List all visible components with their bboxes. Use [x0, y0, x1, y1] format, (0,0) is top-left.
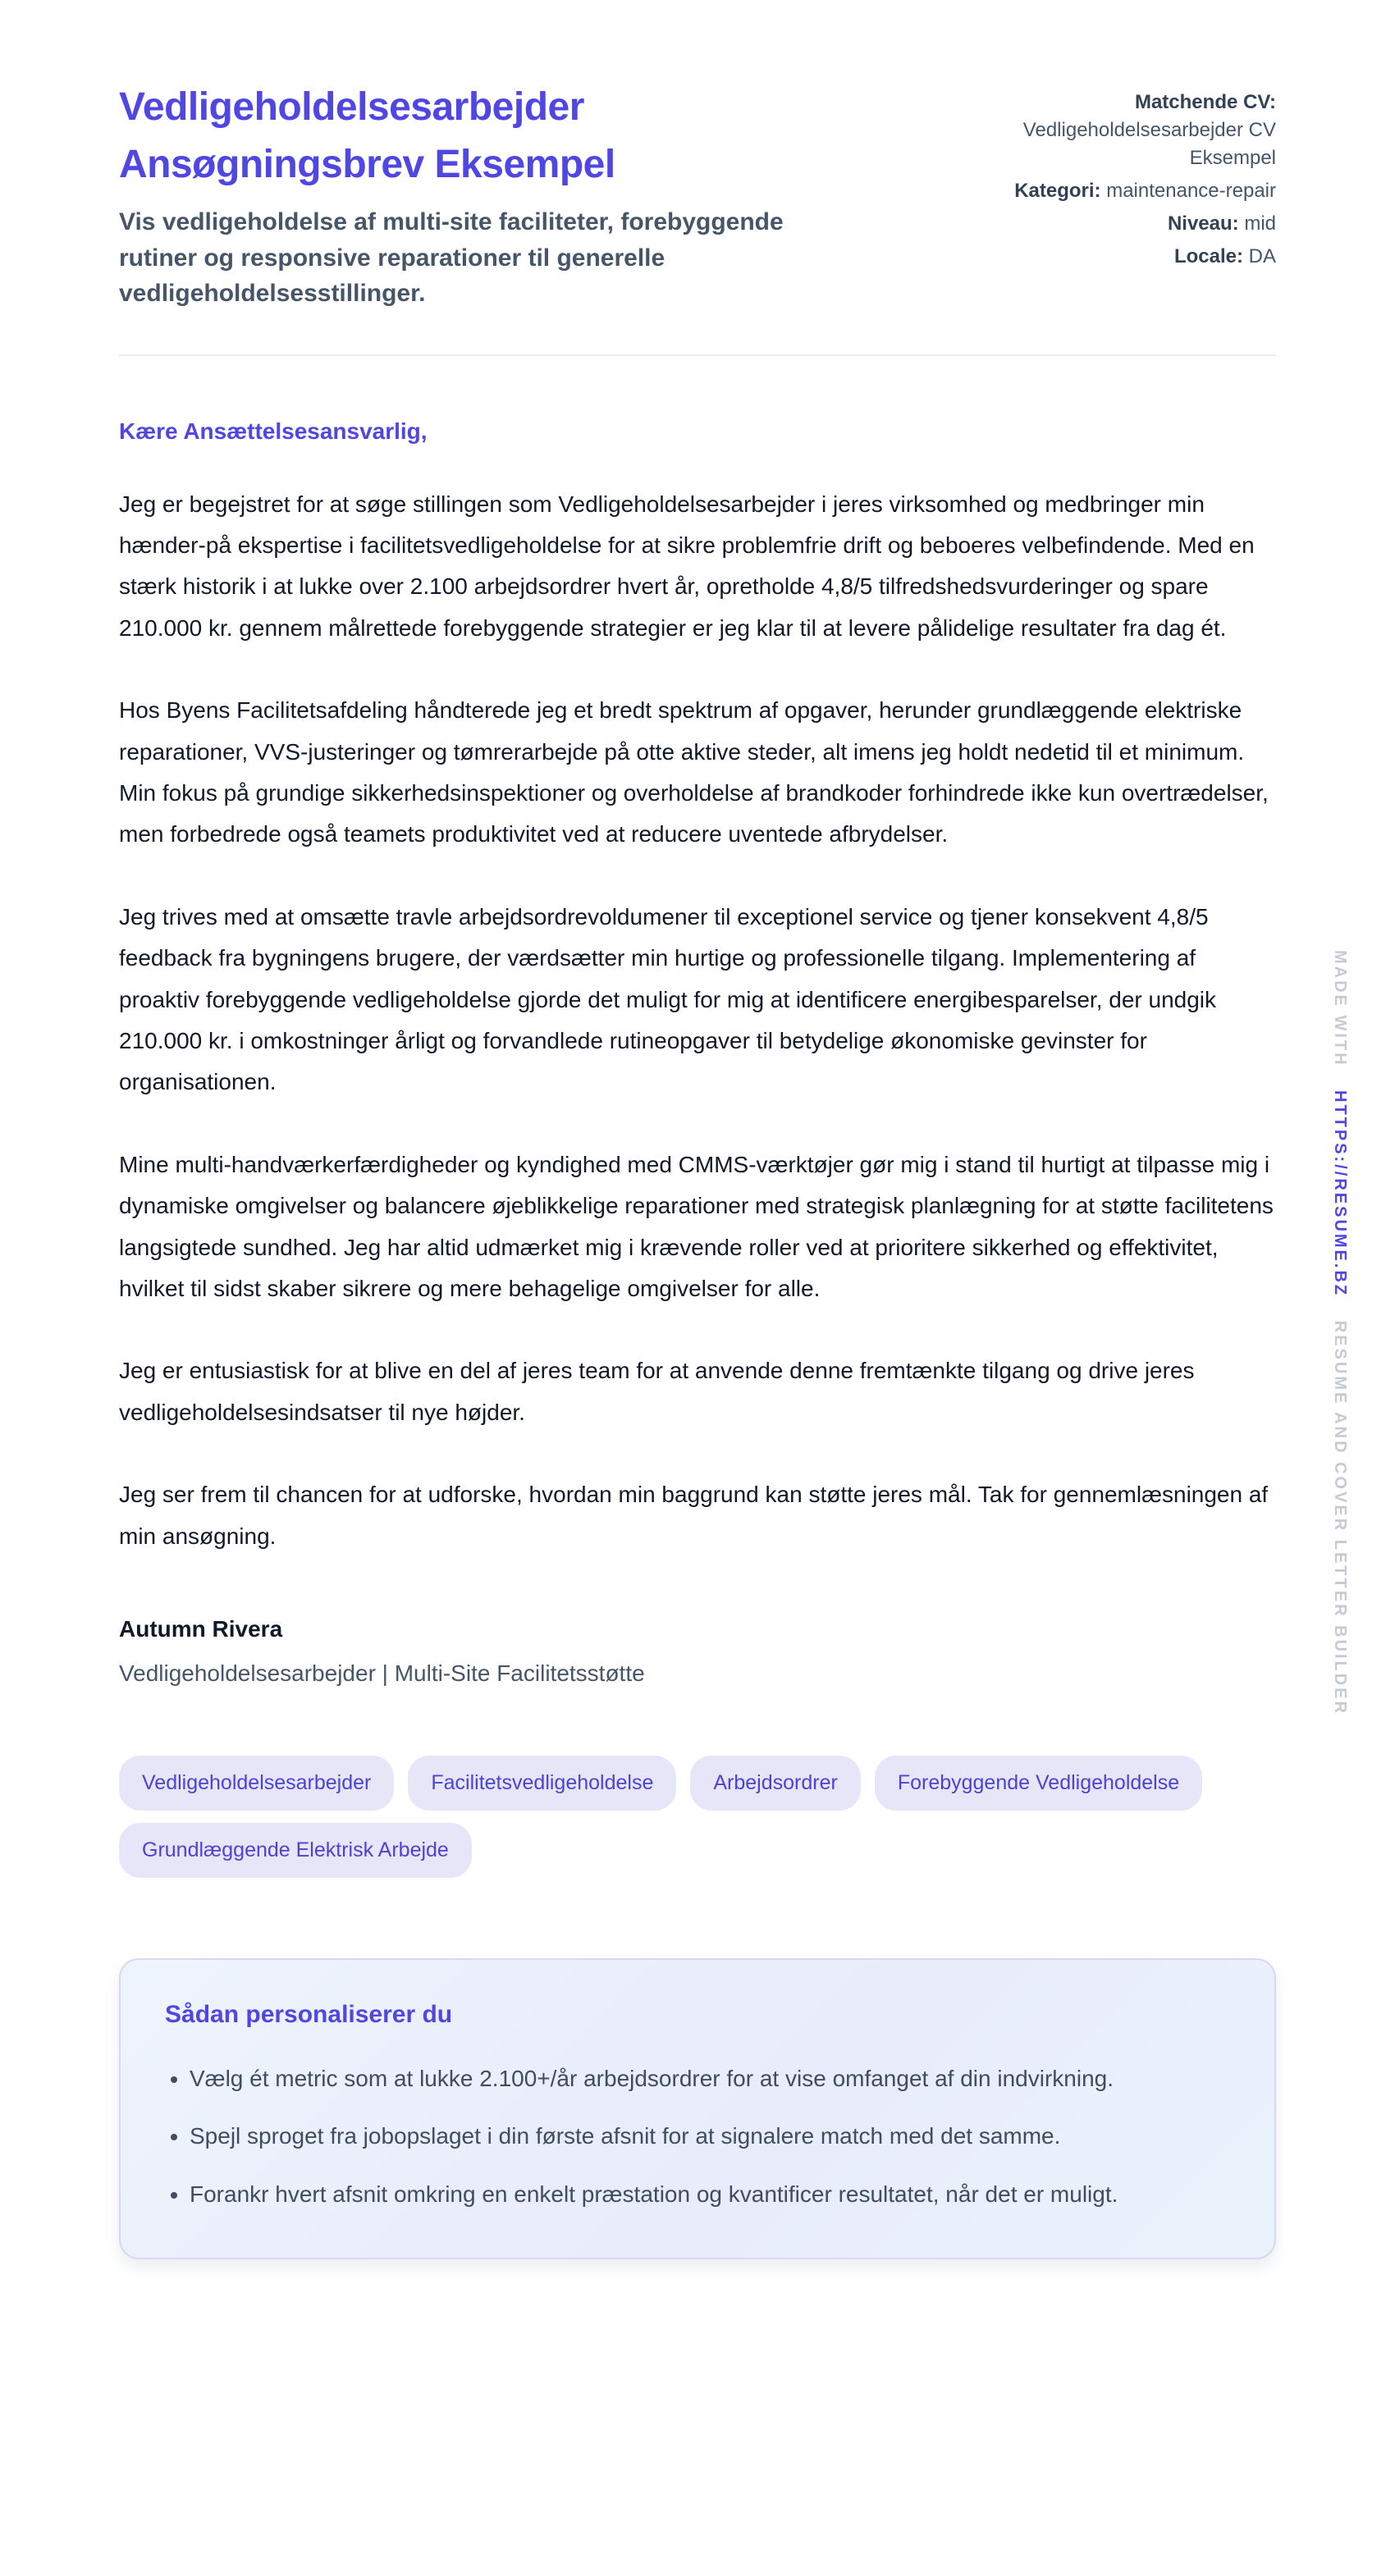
letter-paragraph: Jeg ser frem til chancen for at udforske, hvordan min baggrund kan støtte jeres mål. Tak for gennemlæsningen af min ansøgning.: [119, 1482, 1269, 1549]
signature-title: Vedligeholdelsesarbejder | Multi-Site Facilitetsstøtte: [119, 1660, 645, 1686]
tips-title: Sådan personaliserer du: [165, 2000, 453, 2028]
tip-item: • Spejl sproget fra jobopslaget i din første afsnit for at signalere match med det samme.: [190, 2116, 1207, 2157]
signature-block: [119, 1616, 1276, 1687]
meta-level: [1013, 210, 1276, 238]
vertical-watermark: [1330, 950, 1349, 1715]
header-divider: [119, 354, 1276, 356]
tip-item: • Forankr hvert afsnit omkring en enkelt præstation og kvantificer resultatet, når det er muligt.: [190, 2174, 1207, 2215]
header-metadata: [1013, 89, 1276, 276]
personalization-tips-box: [119, 1958, 1276, 2259]
meta-matching-cv-label: Matchende CV:: [1134, 91, 1276, 113]
letter-paragraph: Jeg er entusiastisk for at blive en del af jeres team for at anvende denne fremtænkte tilgang og drive jeres vedligeholdelsesindsatser til nye højder.: [119, 1358, 1195, 1425]
resume-bz-link[interactable]: HTTPS://RESUME.BZ: [1331, 1090, 1349, 1298]
watermark-tagline: RESUME AND COVER LETTER BUILDER: [1331, 1320, 1349, 1715]
meta-matching-cv-value: Vedligeholdelsesarbejder CV Eksempel: [1022, 119, 1276, 170]
tag-facilitetsvedligeholdelse[interactable]: Facilitetsvedligeholdelse: [408, 1756, 676, 1811]
tips-list: [165, 2058, 1230, 2215]
letter-paragraph: Jeg trives med at omsætte travle arbejdsordrevoldumener til exceptionel service og tjener konsekvent 4,8/5 feedback fra bygningens brugere, der værdsætter min hurtige og professionelle tilgang. Implementering af proaktiv forebyggende vedligeholdelse gjorde det muligt for mig at identificere energibesparelser, der undgik 210.000 kr. i omkostninger årligt og forvandlede rutineopgaver til betydelige økonomiske gevinster for organisationen.: [119, 903, 1217, 1095]
letter-paragraph: Mine multi-handværkerfærdigheder og kyndighed med CMMS-værktøjer gør mig i stand til hurtigt at tilpasse mig i dynamiske omgivelser og balancere øjeblikkelige reparationer med strategisk planlægning for at støtte facilitetens langsigtede sundhed. Jeg har altid udmærket mig i krævende roller ved at prioritere sikkerhed og effektivitet, hvilket til sidst skaber sikrere og mere behagelige omgivelser for alle.: [119, 1151, 1274, 1301]
letter-greeting: Kære Ansættelsesansvarlig,: [119, 418, 428, 444]
page-subtitle: Vis vedligeholdelse af multi-site faciliteter, forebyggende rutiner og responsive reparationer til generelle vedligeholdelsesstillinger.: [119, 208, 784, 308]
letter-body: [119, 418, 1276, 1687]
meta-matching-cv: [1013, 89, 1276, 172]
page-title: Vedligeholdelsesarbejder Ansøgningsbrev Eksempel: [119, 85, 615, 186]
watermark-made-with: MADE WITH: [1331, 950, 1349, 1067]
meta-level-label: Niveau:: [1167, 212, 1239, 235]
signature-name: Autumn Rivera: [119, 1615, 283, 1642]
header: [119, 79, 1276, 312]
meta-category-value: maintenance-repair: [1106, 180, 1276, 203]
meta-locale: [1013, 243, 1276, 271]
tag-vedligeholdelsesarbejder[interactable]: Vedligeholdelsesarbejder: [119, 1756, 394, 1811]
header-titles: [119, 79, 1013, 312]
tag-forebyggende-vedligeholdelse[interactable]: Forebyggende Vedligeholdelse: [875, 1756, 1202, 1811]
keyword-tags: [119, 1756, 1276, 1878]
tip-item: • Vælg ét metric som at lukke 2.100+/år arbejdsordrer for at vise omfanget af din indvirkning.: [190, 2058, 1207, 2099]
meta-locale-value: DA: [1248, 245, 1276, 268]
letter-paragraph: Jeg er begejstret for at søge stillingen som Vedligeholdelsesarbejder i jeres virksomhed og medbringer min hænder-på ekspertise i facilitetsvedligeholdelse for at sikre problemfrie drift og beboeres velbefindende. Med en stærk historik i at lukke over 2.100 arbejdsordrer hvert år, opretholde 4,8/5 tilfredshedsvurderinger og spare 210.000 kr. gennem målrettede forebyggende strategier er jeg klar til at levere pålidelige resultater fra dag ét.: [119, 491, 1255, 641]
tag-arbejdsordrer[interactable]: Arbejdsordrer: [690, 1756, 860, 1811]
letter-paragraph: Hos Byens Facilitetsafdeling håndterede jeg et bredt spektrum af opgaver, herunder grundlæggende elektriske reparationer, VVS-justeringer og tømrerarbejde på otte aktive steder, alt imens jeg holdt nedetid til et minimum. Min fokus på grundige sikkerhedsinspektioner og overholdelse af brandkoder forhindrede ikke kun overtrædelser, men forbedrede også teamets produktivitet ved at reducere uventede afbrydelser.: [119, 697, 1269, 847]
meta-category: [1013, 177, 1276, 205]
meta-level-value: mid: [1244, 212, 1276, 235]
tag-grundlaeggende-elektrisk-arbejde[interactable]: Grundlæggende Elektrisk Arbejde: [119, 1823, 472, 1878]
meta-locale-label: Locale:: [1173, 245, 1243, 268]
meta-category-label: Kategori:: [1014, 180, 1101, 203]
